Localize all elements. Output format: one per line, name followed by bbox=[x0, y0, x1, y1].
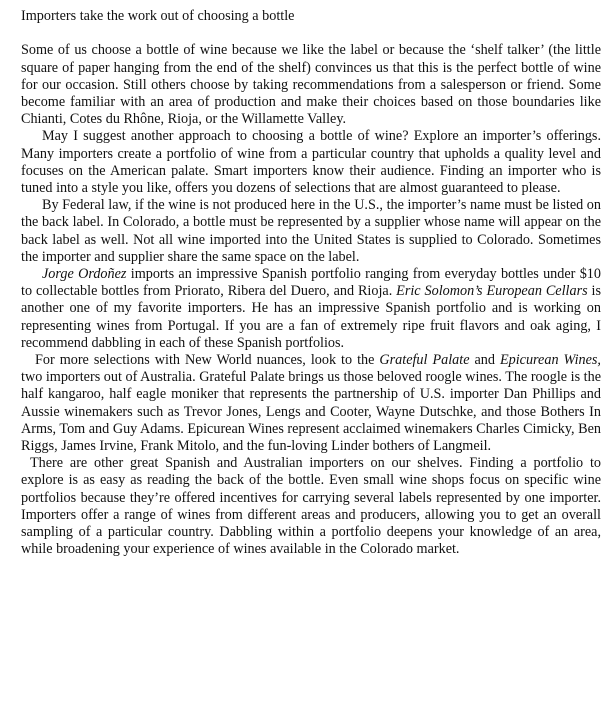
paragraph-4-text-1: imports an impressive Spanish portfolio ranging from everyday bottles under $10 to collectable bottles from Priorato, Ribera del Duero, and Rioja. bbox=[21, 266, 601, 300]
paragraph-5-text-3: two importers out of Australia. Grateful Palate brings us those beloved roogle wines. The roogle is the half kangaroo, half eagle moniker that represents the partnership of U.S. importer Dan Phillips and Aussie winemakers such as Trevor Jones, Lengs and Cooter, Wayne Dutschke, and those Bothers In Arms, Tom and Guy Adams. Epicurean Wines represent acclaimed winemakers Charles Cimicky, Ben Riggs, James Irvine, Frank Mitolo, and the fun-loving Linder bothers of Langmeil. bbox=[21, 369, 601, 455]
paragraph-4-text-2: is another one of my favorite importers. He has an impressive Spanish portfolio and is working on representing wines from Portugal. If you are a fan of extremely ripe fruit flavors and oak aging, I recommend dabbling in each of these Spanish portfolios. bbox=[21, 283, 601, 351]
importer-name-grateful-palate: Grateful Palate bbox=[379, 352, 470, 369]
importer-name-epicurean-wines: Epicurean Wines, bbox=[499, 352, 601, 369]
paragraph-5-text-2: and bbox=[469, 352, 500, 369]
document-title: Importers take the work out of choosing a bottle bbox=[21, 8, 295, 24]
paragraph-1: Some of us choose a bottle of wine because we like the label or because the ‘shelf talker’ (the little square of paper hanging from the end of the shelf) convinces us that this is the perfect bottle of wine for our occasion. Still others choose by taking recommendations from a salesperson or friend. Some become familiar with an area of production and make their choices based on those boundaries like Chianti, Cotes du Rhône, Rioja, or the Willamette Valley. bbox=[21, 42, 601, 128]
paragraph-2: May I suggest another approach to choosing a bottle of wine? Explore an importer’s offerings. Many importers create a portfolio of wine from a particular country that upholds a quality level and focuses on the American palate. Smart importers know their audience. Finding an importer who is tuned into a style you like, offers you dozens of selections that are almost guaranteed to please. bbox=[21, 128, 601, 197]
importer-name-jorge-ordonez: Jorge Ordoñez bbox=[42, 266, 127, 283]
paragraph-3: By Federal law, if the wine is not produced here in the U.S., the importer’s name must be listed on the back label. In Colorado, a bottle must be represented by a supplier whose name will appear on the back label as well. Not all wine imported into the United States is supplied to Colorado. Sometimes the importer and supplier share the same space on the label. bbox=[21, 197, 601, 265]
document-body bbox=[21, 8, 601, 558]
paragraph-6: There are other great Spanish and Australian importers on our shelves. Finding a portfolio to explore is as easy as reading the back of the bottle. Even small wine shops focus on specific wine portfolios because they’re offered incentives for carrying several labels represented by one importer. Importers offer a range of wines from different areas and producers, allowing you to get an overall sampling of a particular country. Dabbling within a portfolio deepens your knowledge of an area, while broadening your experience of wines available in the Colorado market. bbox=[21, 455, 601, 558]
paragraph-5-text-1: For more selections with New World nuances, look to the bbox=[35, 352, 380, 369]
paragraph-4 bbox=[21, 266, 601, 352]
importer-name-eric-solomon: Eric Solomon’s European Cellars bbox=[396, 283, 588, 300]
paragraph-5 bbox=[21, 352, 601, 455]
